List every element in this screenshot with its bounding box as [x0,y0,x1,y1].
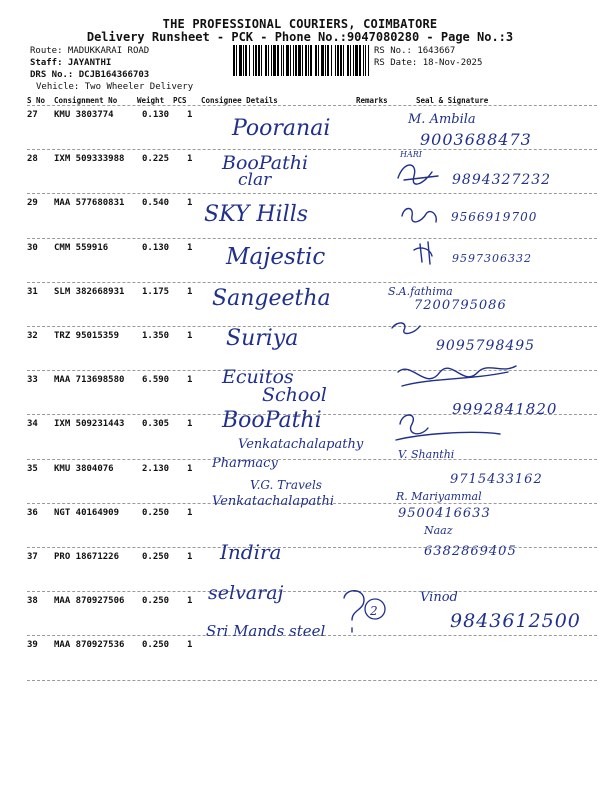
drs-label: DRS No.: DCJB164366703 [30,70,150,80]
row-sno: 35 [27,463,38,474]
signature-handwriting: 9992841820 [452,400,558,418]
col-header-remarks: Remarks [356,96,388,105]
row-consignment-no: MAA 713698580 [54,375,125,386]
route-label: Route: MADUKKARAI ROAD [30,46,150,56]
row-consignment-no: PRO 18671226 [54,552,120,562]
col-header-sno: S No [27,96,46,105]
row-consignment-no: SLM 382668931 [54,286,125,297]
row-weight: 0.130 [142,242,170,253]
signature-handwriting: R. Mariyammal [396,490,482,503]
consignee-handwriting: Ecuitos [222,366,294,388]
row-consignment-no: IXM 509231443 [54,419,125,430]
vehicle-label: Vehicle: Two Wheeler Delivery [36,82,194,92]
signature-handwriting: 9566919700 [451,210,538,224]
row-sno: 33 [27,375,38,386]
signature-handwriting: 9500416633 [398,506,491,521]
row-consignment-no: KMU 3804076 [54,463,114,474]
consignee-handwriting: SKY Hills [204,202,309,227]
staff-label: Staff: JAYANTHI [30,58,112,68]
consignee-handwriting: Majestic [226,244,326,270]
company-name: THE PROFESSIONAL COURIERS, COIMBATORE [162,17,438,31]
consignee-handwriting: Sri Mands steel [206,622,326,640]
row-pcs: 1 [187,242,193,253]
row-sno: 39 [27,640,38,651]
rs-number: RS No.: 1643667 [374,46,456,56]
signature-handwriting: V. Shanthi [398,448,455,461]
row-weight: 2.130 [142,463,170,474]
row-consignment-no: MAA 870927536 [54,640,125,651]
row-weight: 0.250 [142,640,170,651]
row-pcs: 1 [187,375,193,386]
consignee-handwriting: School [262,384,327,406]
col-header-seal-signature: Seal & Signature [416,96,489,105]
signature-handwriting: S.A.fathima [388,285,453,298]
consignee-handwriting: selvaraj [208,582,284,604]
row-weight: 6.590 [142,375,170,386]
row-pcs: 1 [187,507,193,518]
consignee-handwriting: BooPathi [222,408,322,433]
signature-handwriting: 9843612500 [450,610,581,632]
row-weight: 0.540 [142,198,170,209]
signature-handwriting: 9597306332 [452,252,532,265]
row-weight: 0.305 [142,419,170,430]
row-weight: 0.250 [142,552,170,562]
col-header-weight: Weight [137,96,165,105]
col-header-consignment: Consignment No [54,96,118,105]
row-sno: 29 [27,198,38,209]
consignee-handwriting: Suriya [226,326,299,351]
row-weight: 1.175 [142,286,170,297]
row-pcs: 1 [187,552,193,562]
row-pcs: 1 [187,331,193,341]
row-sno: 31 [27,286,38,297]
consignee-handwriting: Indira [220,540,282,564]
row-sno: 34 [27,419,38,430]
row-pcs: 1 [187,419,193,430]
row-consignment-no: NGT 40164909 [54,507,120,518]
consignee-handwriting: clar [238,170,272,190]
row-pcs: 1 [187,596,193,607]
row-weight: 0.250 [142,596,170,607]
row-sno: 30 [27,242,38,253]
col-header-consignee: Consignee Details [201,96,278,105]
consignee-handwriting: Pooranai [232,116,331,141]
row-weight: 1.350 [142,331,170,341]
signature-handwriting: M. Ambila [408,112,476,127]
row-consignment-no: KMU 3803774 [54,110,114,120]
signature-handwriting: 9894327232 [452,172,552,188]
signature-handwriting: 9003688473 [420,130,532,149]
row-pcs: 1 [187,640,193,651]
consignee-handwriting: BooPathi [222,152,309,174]
row-sno: 38 [27,596,38,607]
row-consignment-no: MAA 577680831 [54,198,125,209]
consignee-handwriting: Venkatachalapathi [212,494,335,509]
row-pcs: 1 [187,110,193,120]
row-pcs: 1 [187,198,193,209]
signature-handwriting: Vinod [420,590,458,605]
signature-handwriting: 9095798495 [436,338,536,354]
row-sno: 36 [27,507,38,518]
signature-handwriting: 9715433162 [450,472,543,487]
signature-handwriting: Naaz [424,524,453,537]
consignee-handwriting: Pharmacy [212,456,278,471]
rs-date: RS Date: 18-Nov-2025 [374,58,483,68]
row-divider [27,680,597,681]
row-consignment-no: MAA 870927506 [54,596,125,607]
row-divider [27,591,597,592]
row-consignment-no: CMM 559916 [54,242,109,253]
signature-handwriting: HARI [400,150,422,159]
consignee-handwriting: Sangeetha [212,286,331,311]
runsheet-subtitle: Delivery Runsheet - PCK - Phone No.:9047080280 - Page No.:3 [86,30,514,44]
row-weight: 0.130 [142,110,170,120]
row-consignment-no: IXM 509333988 [54,154,125,165]
signature-handwriting: 6382869405 [424,544,517,559]
row-consignment-no: TRZ 95015359 [54,331,120,341]
row-pcs: 1 [187,154,193,165]
row-sno: 28 [27,154,38,165]
signature-handwriting: 7200795086 [414,298,507,313]
consignee-handwriting: Venkatachalapathy [238,437,364,452]
col-header-pcs: PCS [173,96,187,105]
row-weight: 0.250 [142,507,170,518]
row-pcs: 1 [187,463,193,474]
consignee-handwriting: V.G. Travels [250,478,322,492]
row-sno: 32 [27,331,38,341]
row-sno: 37 [27,552,38,562]
row-weight: 0.225 [142,154,170,165]
circled-number-text: 2 [370,604,378,618]
row-pcs: 1 [187,286,193,297]
row-sno: 27 [27,110,38,120]
